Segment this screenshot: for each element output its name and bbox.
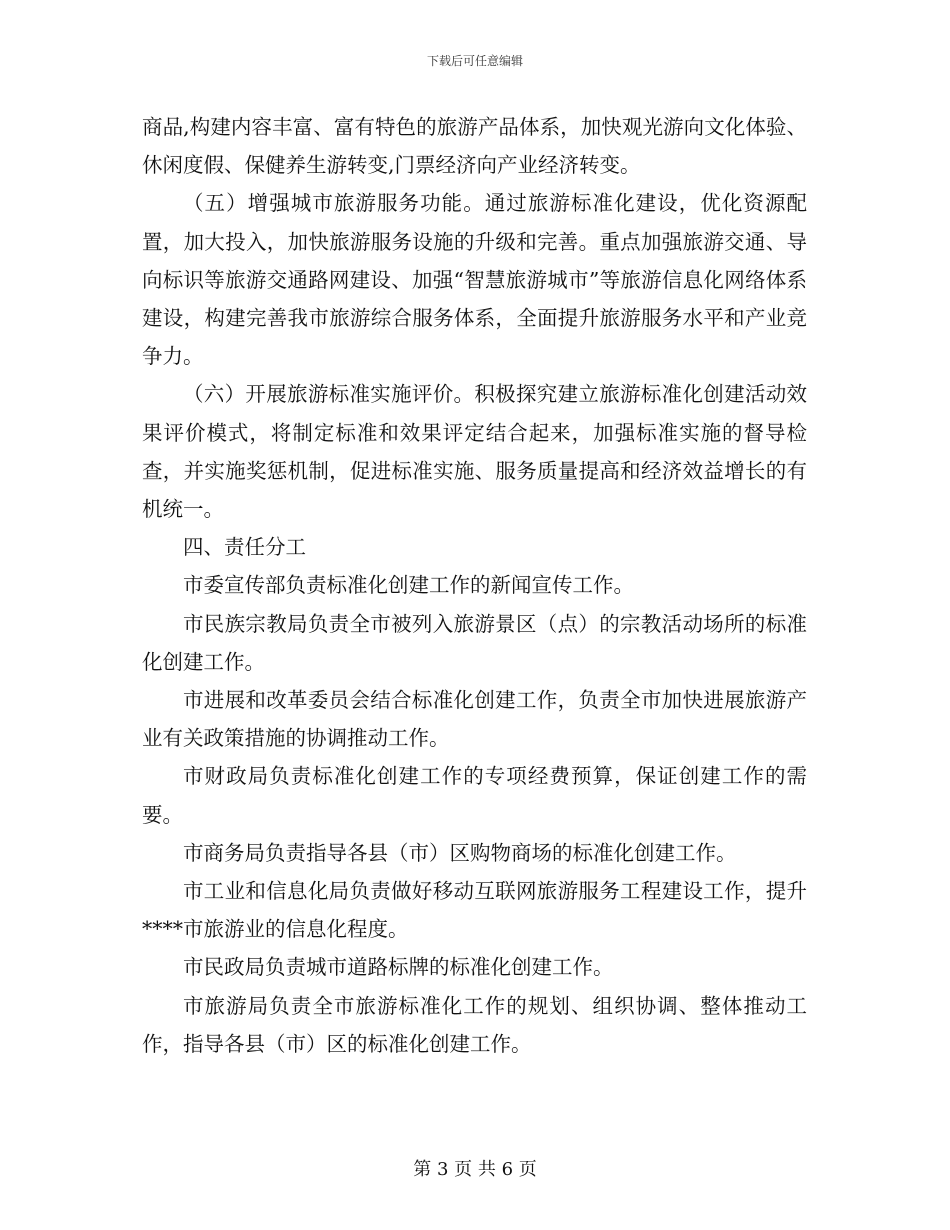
- paragraph-ethnic-religious-bureau: 市民族宗教局负责全市被列入旅游景区（点）的宗教活动场所的标准化创建工作。: [142, 611, 807, 674]
- paragraph-continuation: 商品,构建内容丰富、富有特色的旅游产品体系，加快观光游向文化体验、休闲度假、保健养生游转变,门票经济向产业经济转变。: [142, 115, 807, 178]
- paragraph-industry-it-bureau: 市工业和信息化局负责做好移动互联网旅游服务工程建设工作，提升****市旅游业的信息化程度。: [142, 879, 807, 942]
- paragraph-civil-affairs-bureau: 市民政局负责城市道路标牌的标准化创建工作。: [183, 955, 614, 980]
- paragraph-section-six: （六）开展旅游标准实施评价。积极探究建立旅游标准化创建活动效果评价模式，将制定标准和效果评定结合起来，加强标准实施的督导检查，并实施奖惩机制，促进标准实施、服务质量提高和经济效益增长的有机统一。: [142, 382, 807, 522]
- paragraph-commerce-bureau: 市商务局负责指导各县（市）区购物商场的标准化创建工作。: [183, 840, 737, 865]
- paragraph-development-reform: 市进展和改革委员会结合标准化创建工作，负责全市加快进展旅游产业有关政策措施的协调推动工作。: [142, 688, 807, 751]
- paragraph-publicity-dept: 市委宣传部负责标准化创建工作的新闻宣传工作。: [183, 573, 634, 598]
- document-body: [142, 108, 807, 1063]
- page-number-footer: 第 3 页 共 6 页: [413, 1159, 537, 1180]
- paragraph-finance-bureau: 市财政局负责标准化创建工作的专项经费预算，保证创建工作的需要。: [142, 764, 807, 827]
- paragraph-tourism-bureau: 市旅游局负责全市旅游标准化工作的规划、组织协调、整体推动工作，指导各县（市）区的标准化创建工作。: [142, 993, 807, 1056]
- page-header: 下载后可任意编辑: [426, 54, 523, 68]
- section-heading-responsibilities: 四、责任分工: [183, 535, 306, 560]
- paragraph-section-five: （五）增强城市旅游服务功能。通过旅游标准化建设，优化资源配置，加大投入，加快旅游服务设施的升级和完善。重点加强旅游交通、导向标识等旅游交通路网建设、加强“智慧旅游城市”等旅游信息化网络体系建设，构建完善我市旅游综合服务体系，全面提升旅游服务水平和产业竞争力。: [142, 191, 807, 369]
